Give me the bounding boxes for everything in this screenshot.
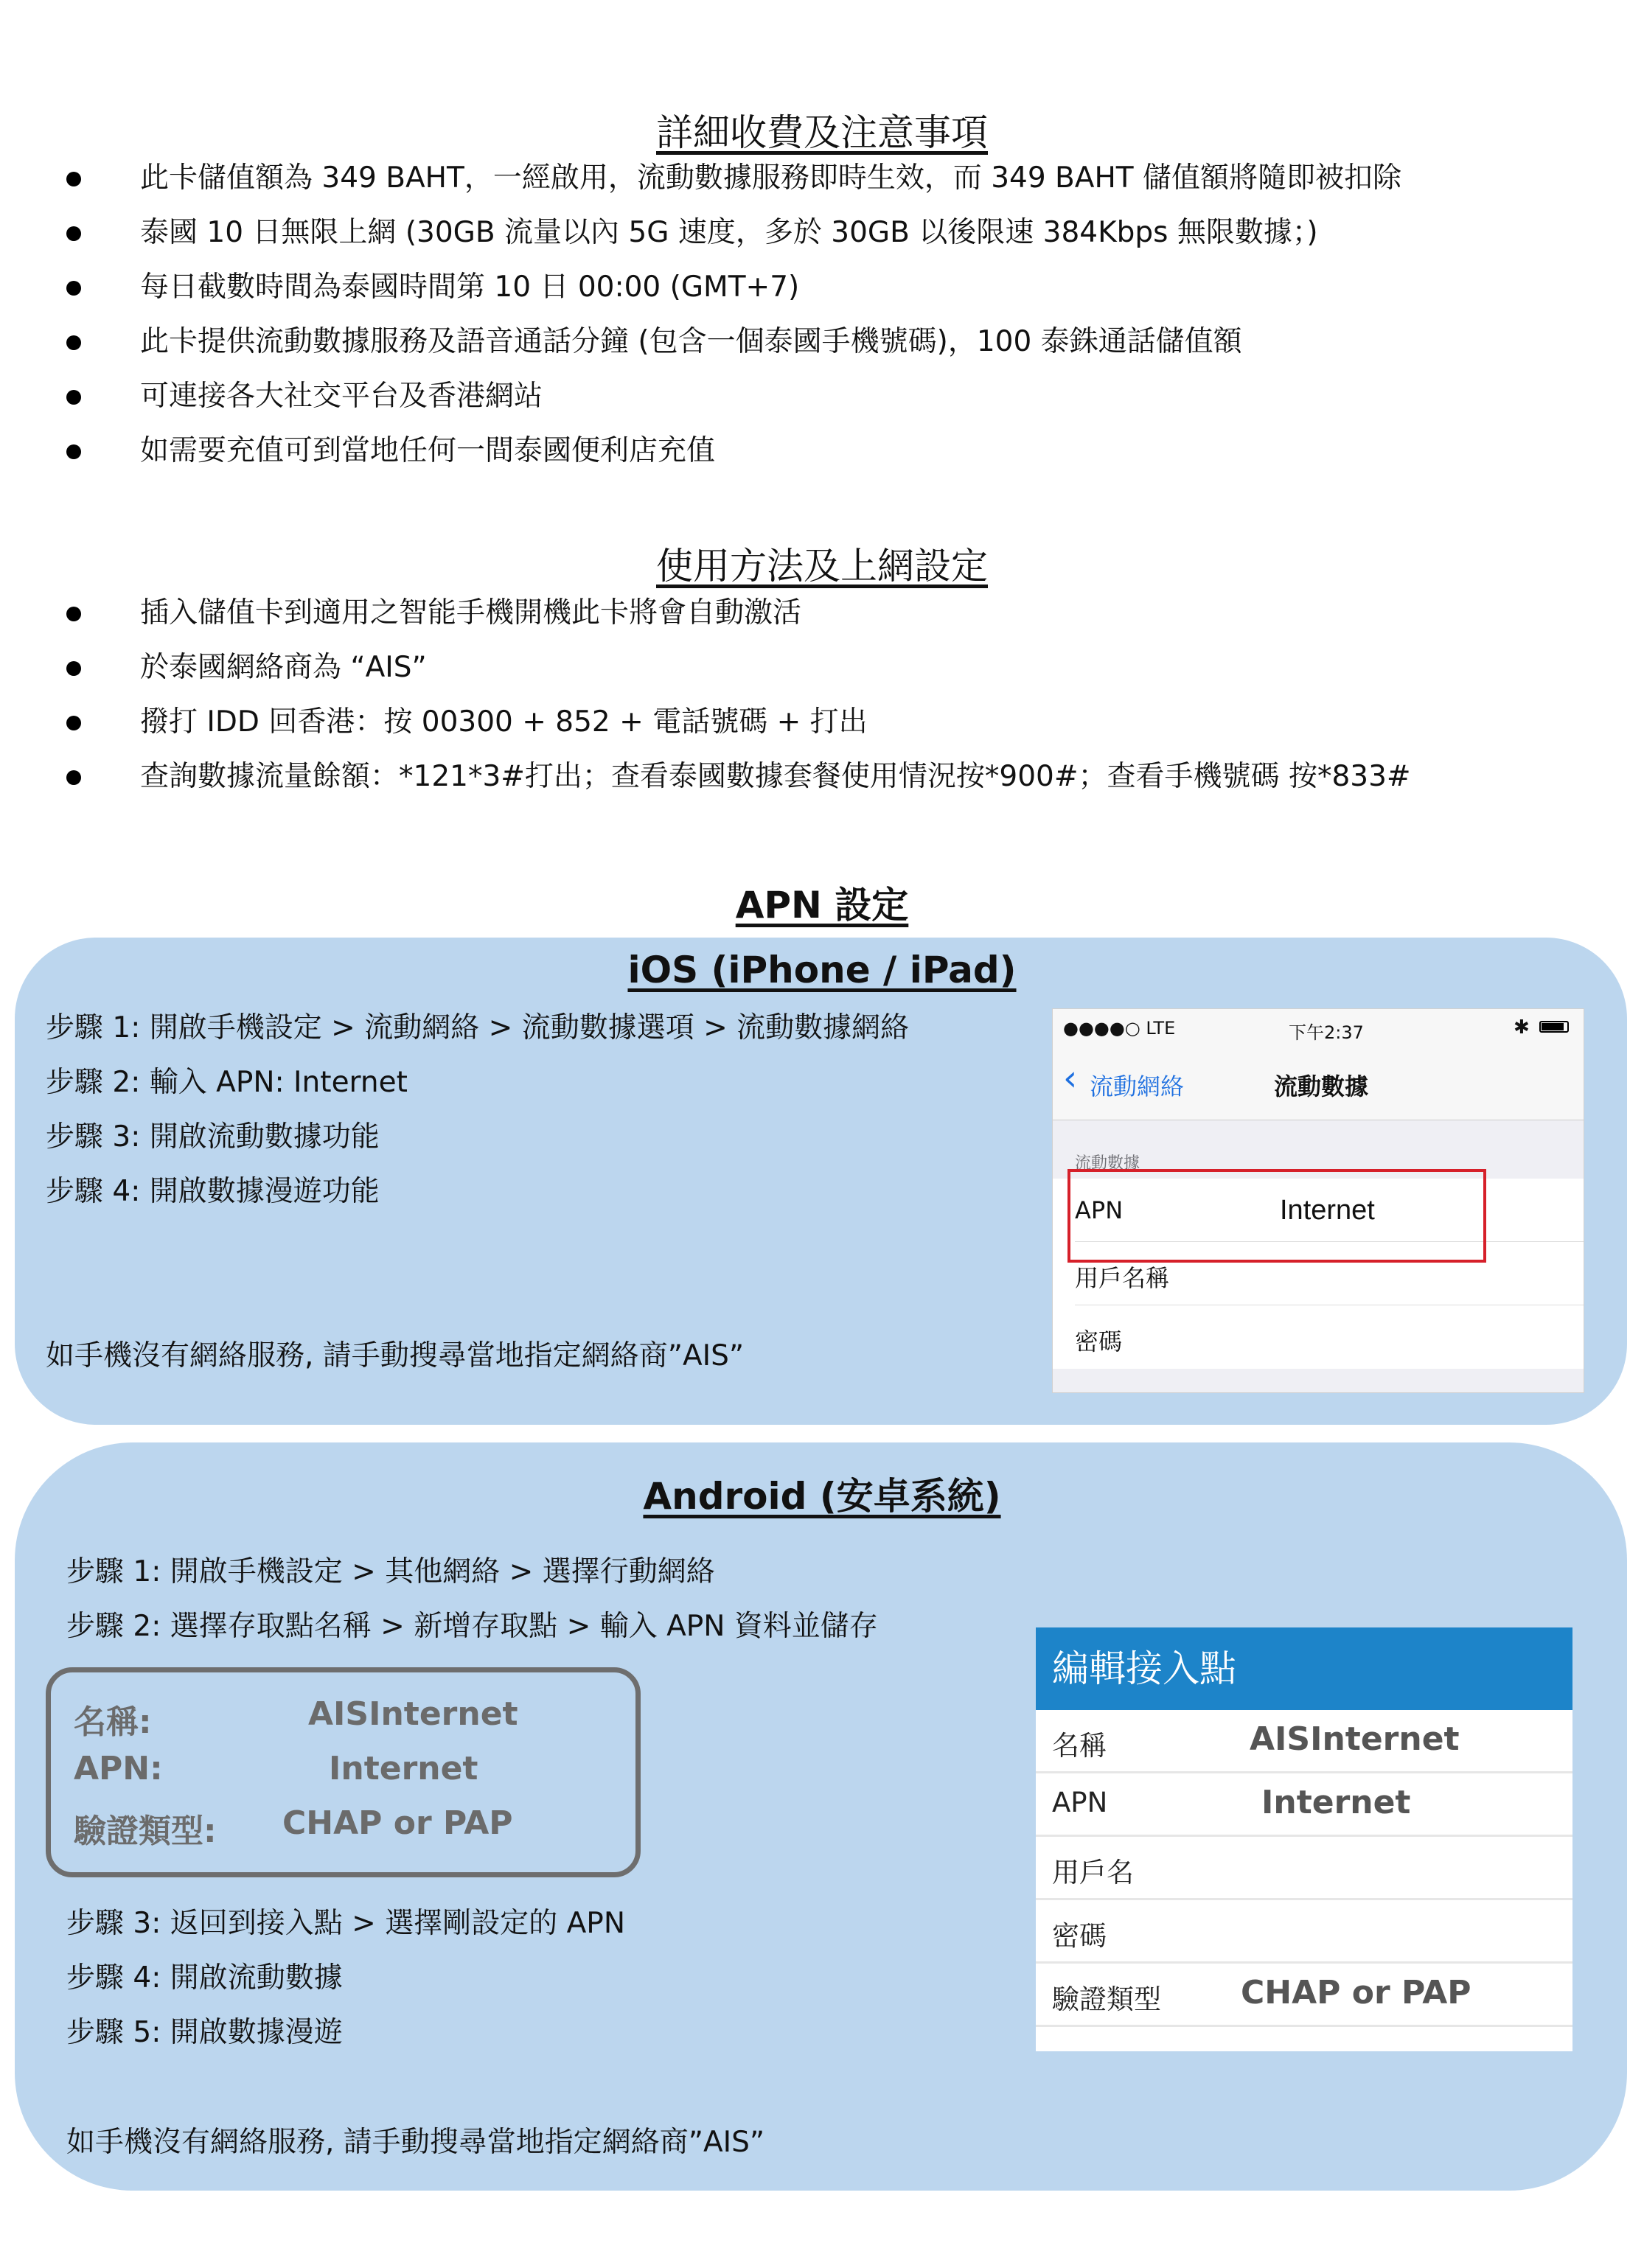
list-item: 如需要充值可到當地任何一間泰國便利店充值 — [66, 424, 1401, 478]
back-button[interactable]: 流動網絡 — [1090, 1072, 1185, 1100]
android-title: Android (安卓系統) — [643, 1475, 1001, 1518]
list-item: 撥打 IDD 回香港：按 00300 + 852 + 電話號碼 + 打出 — [66, 695, 1411, 750]
battery-icon — [1539, 1021, 1569, 1033]
android-step-5: 步驟 5: 開啟數據漫遊 — [66, 2016, 343, 2049]
android-step-3: 步驟 3: 返回到接入點 > 選擇剛設定的 APN — [66, 1907, 625, 1940]
chevron-left-icon[interactable]: ‹ — [1063, 1058, 1078, 1099]
usage-list — [66, 586, 1411, 804]
android-note: 如手機沒有網絡服務, 請手動搜尋當地指定網絡商”AIS” — [66, 2126, 765, 2159]
card-name-label: 名稱: — [74, 1703, 152, 1741]
apn-value[interactable]: Internet — [1280, 1195, 1375, 1226]
bluetooth-icon: ✱ — [1514, 1016, 1530, 1039]
ios-apn-row[interactable]: APN Internet — [1053, 1179, 1584, 1242]
bullet-icon — [66, 770, 81, 785]
apn-title: APN 設定 — [735, 884, 909, 927]
ios-username-row[interactable]: 用戶名稱 — [1053, 1242, 1584, 1305]
ios-step-1: 步驟 1: 開啟手機設定 > 流動網絡 > 流動數據選項 > 流動數據網絡 — [46, 1011, 910, 1044]
card-auth-label: 驗證類型: — [74, 1812, 217, 1850]
card-name-value: AISInternet — [308, 1695, 518, 1733]
list-item: 可連接各大社交平台及香港網站 — [66, 369, 1401, 424]
list-item: 泰國 10 日無限上網 (30GB 流量以內 5G 速度，多於 30GB 以後限速 384Kbps 無限數據；) — [66, 206, 1401, 260]
carrier-signal: ●●●●○ LTE — [1063, 1018, 1176, 1039]
ios-step-4: 步驟 4: 開啟數據漫遊功能 — [46, 1175, 380, 1208]
charges-list — [66, 151, 1401, 478]
ios-status-bar — [1053, 1009, 1584, 1046]
card-auth-value: CHAP or PAP — [282, 1804, 513, 1842]
list-item: 每日截數時間為泰國時間第 10 日 00:00 (GMT+7) — [66, 260, 1401, 315]
android-auth-row[interactable]: 驗證類型 CHAP or PAP — [1036, 1964, 1572, 2027]
ios-section-label: 流動數據 — [1075, 1154, 1140, 1173]
status-time: 下午2:37 — [1289, 1022, 1364, 1043]
list-item: 查詢數據流量餘額：*121*3#打出；查看泰國數據套餐使用情況按*900#；查看手機號碼 按*833# — [66, 750, 1411, 804]
bullet-icon — [66, 172, 81, 186]
section-title-charges: 詳細收費及注意事項 — [656, 111, 988, 154]
bullet-icon — [66, 444, 81, 459]
android-apn-screenshot — [1036, 1627, 1572, 2051]
bullet-icon — [66, 390, 81, 405]
android-apn-row[interactable]: APN Internet — [1036, 1773, 1572, 1837]
bullet-icon — [66, 226, 81, 241]
android-password-row[interactable]: 密碼 — [1036, 1900, 1572, 1964]
nav-title: 流動數據 — [1274, 1072, 1369, 1100]
android-step-2: 步驟 2: 選擇存取點名稱 > 新增存取點 > 輸入 APN 資料並儲存 — [66, 1610, 878, 1643]
card-apn-value: Internet — [329, 1750, 478, 1787]
ios-nav-bar — [1053, 1046, 1584, 1120]
bullet-icon — [66, 335, 81, 350]
ios-step-3: 步驟 3: 開啟流動數據功能 — [46, 1120, 380, 1154]
section-title-usage: 使用方法及上網設定 — [656, 545, 988, 587]
android-username-row[interactable]: 用戶名 — [1036, 1837, 1572, 1900]
edit-apn-header: 編輯接入點 — [1036, 1627, 1572, 1710]
android-step-4: 步驟 4: 開啟流動數據 — [66, 1961, 343, 1995]
list-item: 此卡提供流動數據服務及語音通話分鐘 (包含一個泰國手機號碼)，100 泰銖通話儲值額 — [66, 315, 1401, 369]
bullet-icon — [66, 281, 81, 296]
ios-step-2: 步驟 2: 輸入 APN: Internet — [46, 1066, 408, 1099]
bullet-icon — [66, 607, 81, 621]
android-step-1: 步驟 1: 開啟手機設定 > 其他網絡 > 選擇行動網絡 — [66, 1555, 715, 1588]
list-item: 插入儲值卡到適用之智能手機開機此卡將會自動激活 — [66, 586, 1411, 641]
android-name-row[interactable]: 名稱 AISInternet — [1036, 1710, 1572, 1773]
ios-title: iOS (iPhone / iPad) — [627, 949, 1017, 991]
ios-note: 如手機沒有網絡服務, 請手動搜尋當地指定網絡商”AIS” — [46, 1339, 745, 1372]
list-item: 於泰國網絡商為 “AIS” — [66, 641, 1411, 695]
ios-password-row[interactable]: 密碼 — [1053, 1305, 1584, 1369]
list-item: 此卡儲值額為 349 BAHT，一經啟用，流動數據服務即時生效，而 349 BAHT 儲值額將隨即被扣除 — [66, 151, 1401, 206]
bullet-icon — [66, 661, 81, 676]
card-apn-label: APN: — [74, 1750, 163, 1787]
highlight-box — [1067, 1169, 1486, 1263]
bullet-icon — [66, 716, 81, 730]
